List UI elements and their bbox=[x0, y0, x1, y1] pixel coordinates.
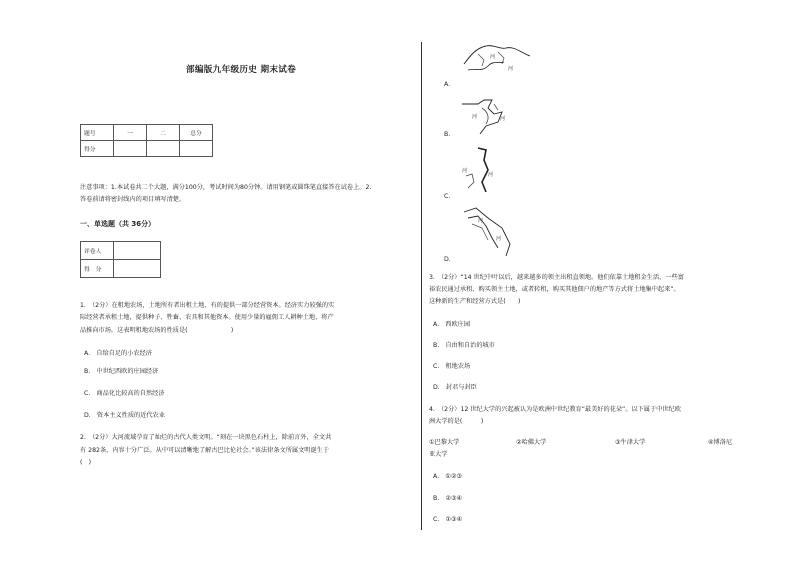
score-header-cell: 二 bbox=[147, 125, 180, 141]
question-4-option-c[interactable]: C. ①③④ bbox=[433, 516, 463, 523]
question-4-choice-wrap: 亚大学 bbox=[429, 451, 448, 458]
score-cell[interactable] bbox=[114, 141, 147, 157]
svg-text:河: 河 bbox=[488, 172, 494, 178]
section-heading: 一、单选题（共 36分） bbox=[80, 220, 156, 228]
map-option-c-image[interactable] bbox=[458, 146, 508, 196]
svg-text:河: 河 bbox=[490, 54, 496, 60]
score-header-cell: 一 bbox=[114, 125, 147, 141]
question-4-choice: ①巴黎大学 bbox=[429, 439, 460, 446]
question-1-option-d[interactable]: D. 资本主义性质的近代农业 bbox=[84, 412, 165, 419]
svg-text:河: 河 bbox=[500, 116, 506, 122]
question-3-text: 裕农民通过承租、购买领主土地，或者转租，购买其他佃户的地产等方式将土地集中起来”。 bbox=[429, 286, 680, 293]
question-4-text: 洲大学的是( ) bbox=[429, 418, 484, 425]
question-2-text: 2. （2分）大河流域孕育了灿烂的古代人类文明。“刻在一块黑色石柱上，除前言外，全文共 bbox=[80, 434, 332, 441]
grader-label: 评卷人 bbox=[81, 242, 114, 260]
score-cell[interactable] bbox=[147, 141, 180, 157]
column-divider bbox=[421, 42, 422, 530]
svg-text:河: 河 bbox=[472, 114, 478, 120]
svg-text:河: 河 bbox=[462, 168, 468, 174]
map-option-d-image[interactable] bbox=[458, 204, 518, 260]
question-4-option-a[interactable]: A. ①②③ bbox=[433, 473, 462, 480]
question-1-option-a[interactable]: A. 自给自足的小农经济 bbox=[84, 350, 152, 357]
map-option-d-label[interactable]: D. bbox=[444, 256, 451, 263]
question-3-option-b[interactable]: B. 自由和自治的城市 bbox=[433, 342, 495, 349]
question-4-text: 4. （2分）12 世纪大学的兴起被认为是欧洲中世纪教育“最美好的花朵”。以下属于中世纪欧 bbox=[429, 406, 681, 413]
svg-text:河: 河 bbox=[508, 66, 514, 72]
svg-text:河: 河 bbox=[496, 236, 502, 242]
question-1-option-b[interactable]: B. 中世纪西欧的庄园经济 bbox=[84, 368, 159, 375]
grader-table bbox=[80, 241, 161, 278]
map-option-a-label[interactable]: A. bbox=[444, 81, 451, 88]
question-4-choice: ②哈佛大学 bbox=[516, 439, 547, 446]
question-3-option-d[interactable]: D. 封君与封臣 bbox=[433, 384, 477, 391]
grader-cell[interactable] bbox=[114, 242, 161, 260]
question-1-option-c[interactable]: C. 商品化比较高的自然经济 bbox=[84, 390, 165, 397]
question-3-option-c[interactable]: C. 租地农场 bbox=[433, 363, 471, 370]
question-2-text: 有 282条，内容十分广泛。从中可以清晰地了解古巴比伦社会。”该法律条文所属文明诞生于 bbox=[80, 447, 330, 454]
score-table-score-row bbox=[81, 141, 213, 157]
score-header-cell: 总分 bbox=[180, 125, 213, 141]
score-header-cell: 题号 bbox=[81, 125, 114, 141]
question-3-option-a[interactable]: A. 西欧庄园 bbox=[433, 321, 471, 328]
question-3-text: 3. （2分）“14 世纪中叶以后，越来越多的领主出租直领地。他们依靠土地租金生活，一些富 bbox=[429, 274, 684, 281]
question-4-choice: ③牛津大学 bbox=[615, 439, 646, 446]
page-title: 部编版九年级历史 期末试卷 bbox=[186, 65, 297, 75]
notice-line: 注意事项：1.本试卷共二个大题，满分100分，考试时间为80分钟。请用钢笔或圆珠笔直接答在试卷上。2. bbox=[80, 184, 372, 191]
map-option-a-image[interactable] bbox=[458, 40, 538, 84]
grader-row bbox=[81, 260, 161, 278]
map-option-b-label[interactable]: B. bbox=[444, 131, 451, 138]
question-1-text: 1. （2分）在租地农场，土地所有者出租土地，有的提供一部分经营资本。经济实力较强的实 bbox=[80, 302, 335, 309]
question-4-choice: ④博洛尼 bbox=[708, 439, 733, 446]
question-1-text: 际经营者承租土地，提供种子、牲畜、农具和其他资本。使用少量的雇佣工人耕种土地，将产 bbox=[80, 314, 334, 321]
score-table-header-row bbox=[81, 125, 213, 141]
question-2-text: ( ) bbox=[80, 459, 92, 466]
score-table bbox=[80, 124, 213, 157]
map-option-b-image[interactable] bbox=[458, 94, 528, 136]
question-4-option-b[interactable]: B. ②③④ bbox=[433, 495, 463, 502]
svg-text:河: 河 bbox=[478, 218, 484, 224]
grader-cell[interactable] bbox=[114, 260, 161, 278]
notice-line: 答卷前请将密封线内的项目填写清楚。 bbox=[80, 196, 186, 203]
score-row-label: 得分 bbox=[81, 141, 114, 157]
score-cell[interactable] bbox=[180, 141, 213, 157]
grader-label: 得 分 bbox=[81, 260, 114, 278]
question-3-text: 这种新的生产和经营方式是( ) bbox=[429, 298, 521, 305]
map-option-c-label[interactable]: C. bbox=[444, 193, 451, 200]
question-1-text: 品推向市场。这表明租地农场的性质是( ) bbox=[80, 327, 234, 334]
grader-row bbox=[81, 242, 161, 260]
